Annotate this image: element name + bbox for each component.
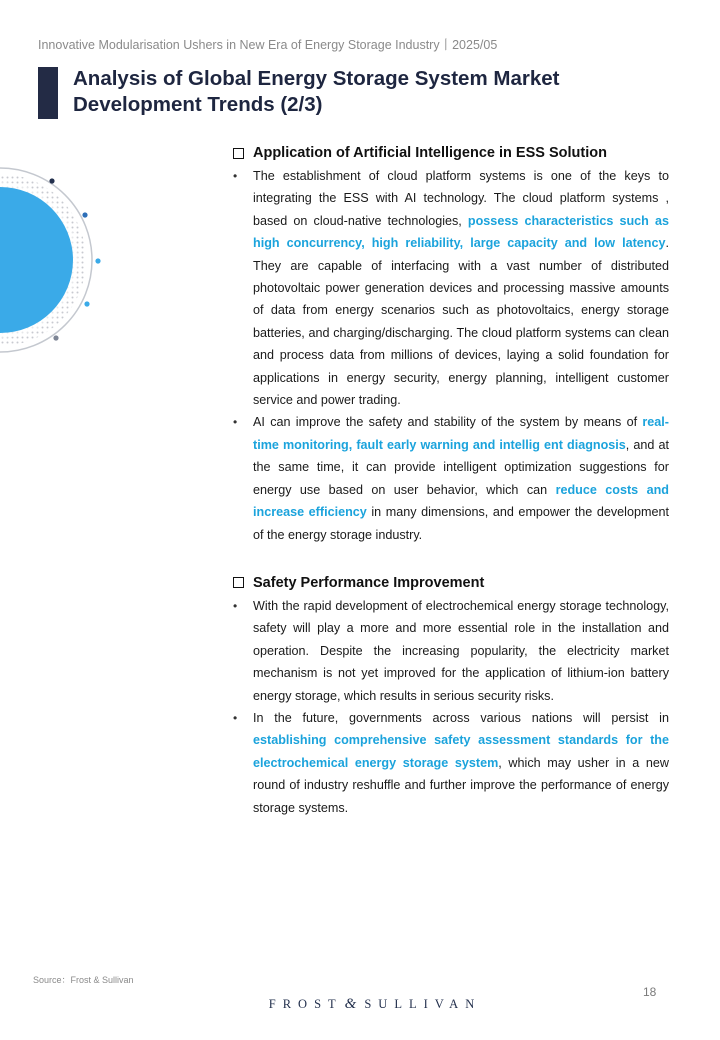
highlighted-text: real-time monitoring, fault early warning and intellig ent diagnosis xyxy=(253,415,669,452)
list-item xyxy=(233,165,669,411)
title-accent-bar xyxy=(38,67,58,119)
paragraph-text: With the rapid development of electrochemical energy storage technology, safety will play a more and more essential role in the installation and operation. Despite the increasing popularity, the electricity market mechanism is not yet improved for the application of lithium-ion battery energy storage, which results in serious security risks. xyxy=(253,598,669,703)
paragraph-text: in many dimensions, and empower the development of the energy storage industry. xyxy=(253,505,669,542)
highlighted-text: establishing comprehensive safety assessment standards for the electrochemical energy storage system xyxy=(253,733,669,770)
paragraph-text: In the future, governments across various nations will persist in xyxy=(253,710,669,725)
checkbox-icon xyxy=(233,148,244,159)
section-heading xyxy=(233,572,669,594)
logo-text-right: SULLIVAN xyxy=(364,997,482,1011)
document-header: Innovative Modularisation Ushers in New Era of Energy Storage Industry丨2025/05 xyxy=(38,38,498,52)
paragraph-text: AI can improve the safety and stability of the system by means of xyxy=(253,415,643,430)
frost-sullivan-logo xyxy=(240,996,510,1013)
bullet-list xyxy=(233,165,669,546)
list-item xyxy=(233,707,669,819)
paragraph-text: , and at the same time, it can provide intelligent optimization suggestions for energy use based on user behavior, which can xyxy=(253,437,669,497)
bullet-icon: • xyxy=(233,710,238,725)
bullet-list xyxy=(233,595,669,819)
source-note: Source：Frost & Sullivan xyxy=(33,975,134,985)
section-heading xyxy=(233,142,669,164)
section-heading-label: Safety Performance Improvement xyxy=(253,574,485,591)
bullet-icon: • xyxy=(233,598,238,613)
section-heading-label: Application of Artificial Intelligence in ESS Solution xyxy=(253,145,607,161)
section-safety xyxy=(233,572,669,819)
bullet-icon: • xyxy=(233,415,238,430)
section-ai xyxy=(233,142,669,546)
main-content xyxy=(233,142,669,845)
logo-ampersand: & xyxy=(344,996,357,1012)
logo-text-left: FROST xyxy=(268,997,343,1011)
paragraph-text: , which may usher in a new round of industry reshuffle and further improve the performance of energy storage systems. xyxy=(253,755,669,815)
highlighted-text: reduce costs and increase efficiency xyxy=(253,482,669,520)
bullet-icon: • xyxy=(233,169,238,183)
paragraph-text: . They are capable of interfacing with a vast number of distributed photovoltaic power generation devices and processing massive amounts of data from energy scenarios such as photovoltaics, energy storage batteries, and charging/discharging. The cloud platform systems can clean and process data from millions of devices, laying a solid foundation for applications in energy security, energy planning, intelligent customer service and power trading. xyxy=(253,236,669,408)
page-title: Analysis of Global Energy Storage System Market Development Trends (2/3) xyxy=(73,67,560,116)
decorative-circle-graphic xyxy=(0,160,110,370)
highlighted-text: possess characteristics such as high concurrency, high reliability, large capacity and low latency xyxy=(253,213,669,251)
list-item xyxy=(233,411,669,545)
paragraph-text: The establishment of cloud platform systems is one of the keys to integrating the ESS with AI technology. The cloud platform systems , based on cloud-native technologies, xyxy=(253,169,669,228)
checkbox-icon xyxy=(233,577,244,588)
list-item xyxy=(233,595,669,707)
page-number: 18 xyxy=(643,985,657,999)
